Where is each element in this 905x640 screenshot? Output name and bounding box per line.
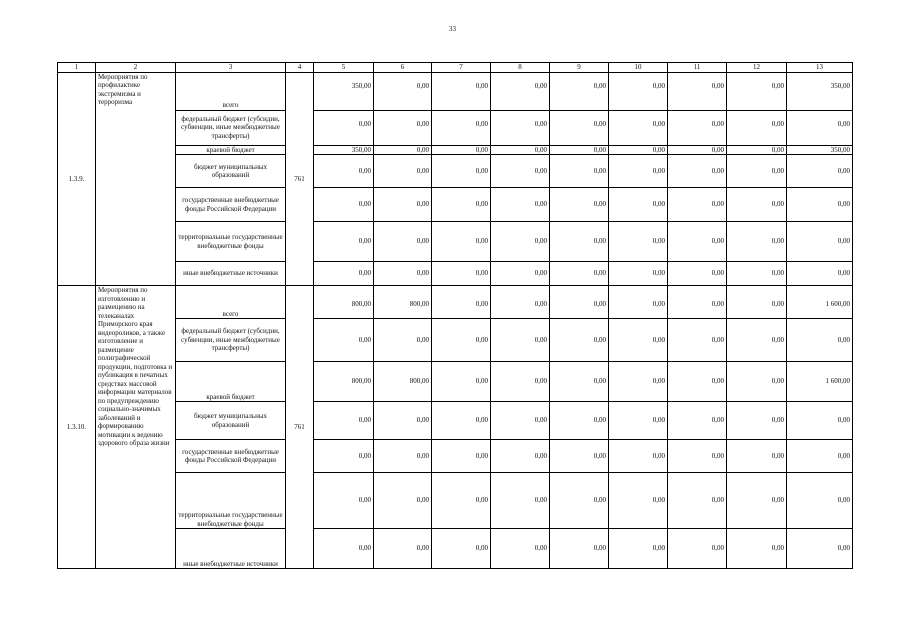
amount-cell: 0,00 xyxy=(432,440,491,473)
block-1-3-9 xyxy=(58,72,853,286)
amount-cell: 0,00 xyxy=(491,222,550,262)
funding-source: краевой бюджет xyxy=(176,145,286,155)
column-header: 4 xyxy=(286,63,314,73)
column-header: 3 xyxy=(176,63,286,73)
funding-source: государственные внебюджетные фонды Российской Федерации xyxy=(176,440,286,473)
amount-cell: 0,00 xyxy=(314,110,374,145)
amount-cell: 800,00 xyxy=(374,286,432,319)
column-header: 10 xyxy=(609,63,668,73)
amount-cell: 0,00 xyxy=(609,72,668,110)
amount-cell: 0,00 xyxy=(668,262,727,286)
amount-cell: 0,00 xyxy=(787,110,853,145)
amount-cell: 0,00 xyxy=(550,110,609,145)
amount-cell: 0,00 xyxy=(432,155,491,188)
amount-cell: 0,00 xyxy=(668,145,727,155)
amount-cell: 0,00 xyxy=(787,402,853,440)
amount-cell: 0,00 xyxy=(432,222,491,262)
amount-cell: 0,00 xyxy=(550,72,609,110)
funding-source: федеральный бюджет (субсидии, субвенции, иные межбюджетные трансферты) xyxy=(176,110,286,145)
amount-cell: 0,00 xyxy=(609,286,668,319)
amount-cell: 0,00 xyxy=(432,145,491,155)
amount-cell: 0,00 xyxy=(491,145,550,155)
amount-cell: 0,00 xyxy=(491,402,550,440)
amount-cell: 0,00 xyxy=(609,222,668,262)
funding-source: государственные внебюджетные фонды Российской Федерации xyxy=(176,188,286,222)
column-header: 2 xyxy=(96,63,176,73)
amount-cell: 0,00 xyxy=(314,529,374,569)
amount-cell: 0,00 xyxy=(787,440,853,473)
amount-cell: 0,00 xyxy=(491,529,550,569)
amount-cell: 800,00 xyxy=(314,362,374,402)
table-row xyxy=(58,110,853,145)
amount-cell: 0,00 xyxy=(609,402,668,440)
amount-cell: 0,00 xyxy=(432,362,491,402)
amount-cell: 0,00 xyxy=(787,155,853,188)
amount-cell: 0,00 xyxy=(668,72,727,110)
amount-cell: 0,00 xyxy=(787,529,853,569)
funding-source: всего xyxy=(176,286,286,319)
amount-cell: 0,00 xyxy=(727,402,787,440)
amount-cell: 0,00 xyxy=(668,529,727,569)
amount-cell: 0,00 xyxy=(668,188,727,222)
measure-title: Мероприятия по профилактике экстремизма и терроризма xyxy=(96,72,176,286)
amount-cell: 800,00 xyxy=(374,362,432,402)
funding-source: иные внебюджетные источники xyxy=(176,529,286,569)
amount-cell: 0,00 xyxy=(550,262,609,286)
amount-cell: 0,00 xyxy=(314,402,374,440)
amount-cell: 0,00 xyxy=(727,529,787,569)
amount-cell: 0,00 xyxy=(374,319,432,362)
amount-cell: 0,00 xyxy=(727,319,787,362)
amount-cell: 0,00 xyxy=(432,319,491,362)
amount-cell: 0,00 xyxy=(727,222,787,262)
amount-cell: 0,00 xyxy=(314,319,374,362)
amount-cell: 0,00 xyxy=(314,473,374,529)
amount-cell: 0,00 xyxy=(609,155,668,188)
amount-cell: 0,00 xyxy=(491,362,550,402)
table-row xyxy=(58,473,853,529)
amount-cell: 0,00 xyxy=(314,222,374,262)
funding-source: бюджет муниципальных образований xyxy=(176,402,286,440)
amount-cell: 0,00 xyxy=(727,362,787,402)
amount-cell: 0,00 xyxy=(609,362,668,402)
amount-cell: 0,00 xyxy=(432,286,491,319)
funding-source: краевой бюджет xyxy=(176,362,286,402)
amount-cell: 0,00 xyxy=(727,155,787,188)
amount-cell: 0,00 xyxy=(432,110,491,145)
amount-cell: 0,00 xyxy=(668,362,727,402)
amount-cell: 0,00 xyxy=(432,72,491,110)
column-header: 7 xyxy=(432,63,491,73)
amount-cell: 0,00 xyxy=(727,188,787,222)
amount-cell: 0,00 xyxy=(491,440,550,473)
amount-cell: 0,00 xyxy=(491,262,550,286)
amount-cell: 0,00 xyxy=(787,319,853,362)
amount-cell: 0,00 xyxy=(787,222,853,262)
amount-cell: 0,00 xyxy=(550,222,609,262)
amount-cell: 0,00 xyxy=(491,188,550,222)
amount-cell: 0,00 xyxy=(668,110,727,145)
amount-cell: 0,00 xyxy=(374,222,432,262)
amount-cell: 0,00 xyxy=(314,262,374,286)
row-code: 1.3.10. xyxy=(58,286,96,569)
amount-cell: 0,00 xyxy=(727,473,787,529)
amount-cell: 0,00 xyxy=(609,110,668,145)
amount-cell: 0,00 xyxy=(609,473,668,529)
amount-cell: 0,00 xyxy=(727,145,787,155)
amount-cell: 350,00 xyxy=(787,72,853,110)
column-header: 12 xyxy=(727,63,787,73)
amount-cell: 0,00 xyxy=(374,72,432,110)
header-row xyxy=(58,63,853,73)
amount-cell: 0,00 xyxy=(491,155,550,188)
amount-cell: 0,00 xyxy=(550,319,609,362)
table-row xyxy=(58,145,853,155)
amount-cell: 0,00 xyxy=(314,188,374,222)
amount-cell: 800,00 xyxy=(314,286,374,319)
amount-cell: 0,00 xyxy=(550,440,609,473)
table-row xyxy=(58,440,853,473)
amount-cell: 0,00 xyxy=(787,188,853,222)
funding-source: иные внебюджетные источники xyxy=(176,262,286,286)
amount-cell: 0,00 xyxy=(374,402,432,440)
amount-cell: 0,00 xyxy=(550,286,609,319)
table-row xyxy=(58,402,853,440)
amount-cell: 0,00 xyxy=(374,145,432,155)
page-number: 33 xyxy=(449,25,456,33)
amount-cell: 0,00 xyxy=(491,319,550,362)
amount-cell: 0,00 xyxy=(550,145,609,155)
amount-cell: 0,00 xyxy=(668,473,727,529)
column-header: 8 xyxy=(491,63,550,73)
amount-cell: 0,00 xyxy=(609,529,668,569)
amount-cell: 0,00 xyxy=(727,262,787,286)
block-1-3-10 xyxy=(58,286,853,569)
amount-cell: 0,00 xyxy=(550,402,609,440)
funding-source: территориальные государственные внебюджетные фонды xyxy=(176,222,286,262)
amount-cell: 350,00 xyxy=(314,72,374,110)
measure-title: Мероприятия по изготовлению и размещению на телеканалах Приморского края видеороликов, а также изготовление и размещение полиграфической продукции, подготовка и публикация в печатных средствах массовой информации материалов по предупреждению социально-значимых заболеваний и формированию мотивации к ведению здорового образа жизни xyxy=(96,286,176,569)
column-header: 1 xyxy=(58,63,96,73)
amount-cell: 0,00 xyxy=(491,72,550,110)
amount-cell: 0,00 xyxy=(609,262,668,286)
amount-cell: 0,00 xyxy=(727,110,787,145)
grbs-code: 761 xyxy=(286,72,314,286)
amount-cell: 0,00 xyxy=(668,155,727,188)
funding-source: бюджет муниципальных образований xyxy=(176,155,286,188)
table-row xyxy=(58,286,853,319)
amount-cell: 0,00 xyxy=(550,155,609,188)
funding-source: всего xyxy=(176,72,286,110)
amount-cell: 0,00 xyxy=(668,222,727,262)
amount-cell: 0,00 xyxy=(374,110,432,145)
amount-cell: 0,00 xyxy=(668,286,727,319)
table-row xyxy=(58,362,853,402)
amount-cell: 0,00 xyxy=(609,188,668,222)
amount-cell: 0,00 xyxy=(787,262,853,286)
amount-cell: 0,00 xyxy=(668,319,727,362)
amount-cell: 0,00 xyxy=(374,155,432,188)
column-header: 9 xyxy=(550,63,609,73)
table-row xyxy=(58,188,853,222)
amount-cell: 0,00 xyxy=(432,529,491,569)
amount-cell: 0,00 xyxy=(668,402,727,440)
column-header: 13 xyxy=(787,63,853,73)
grbs-code: 761 xyxy=(286,286,314,569)
amount-cell: 0,00 xyxy=(491,473,550,529)
amount-cell: 0,00 xyxy=(787,473,853,529)
amount-cell: 0,00 xyxy=(374,473,432,529)
table-row xyxy=(58,155,853,188)
amount-cell: 0,00 xyxy=(550,188,609,222)
amount-cell: 0,00 xyxy=(432,188,491,222)
amount-cell: 0,00 xyxy=(374,188,432,222)
row-code: 1.3.9. xyxy=(58,72,96,286)
amount-cell: 0,00 xyxy=(432,402,491,440)
amount-cell: 0,00 xyxy=(550,362,609,402)
amount-cell: 0,00 xyxy=(432,262,491,286)
column-header: 5 xyxy=(314,63,374,73)
funding-source: территориальные государственные внебюджетные фонды xyxy=(176,473,286,529)
table-row xyxy=(58,319,853,362)
budget-table xyxy=(57,62,853,569)
amount-cell: 0,00 xyxy=(374,440,432,473)
table-row xyxy=(58,262,853,286)
table-row xyxy=(58,72,853,110)
amount-cell: 0,00 xyxy=(550,529,609,569)
amount-cell: 0,00 xyxy=(609,319,668,362)
amount-cell: 0,00 xyxy=(491,286,550,319)
table-row xyxy=(58,529,853,569)
amount-cell: 350,00 xyxy=(787,145,853,155)
amount-cell: 0,00 xyxy=(550,473,609,529)
amount-cell: 0,00 xyxy=(668,440,727,473)
amount-cell: 350,00 xyxy=(314,145,374,155)
funding-source: федеральный бюджет (субсидии, субвенции, иные межбюджетные трансферты) xyxy=(176,319,286,362)
amount-cell: 0,00 xyxy=(609,145,668,155)
amount-cell: 0,00 xyxy=(314,155,374,188)
amount-cell: 0,00 xyxy=(727,72,787,110)
table-row xyxy=(58,222,853,262)
amount-cell: 1 600,00 xyxy=(787,286,853,319)
amount-cell: 0,00 xyxy=(727,286,787,319)
amount-cell: 0,00 xyxy=(727,440,787,473)
amount-cell: 0,00 xyxy=(374,262,432,286)
amount-cell: 0,00 xyxy=(314,440,374,473)
amount-cell: 0,00 xyxy=(609,440,668,473)
column-header: 11 xyxy=(668,63,727,73)
amount-cell: 0,00 xyxy=(491,110,550,145)
column-header: 6 xyxy=(374,63,432,73)
amount-cell: 1 600,00 xyxy=(787,362,853,402)
amount-cell: 0,00 xyxy=(432,473,491,529)
amount-cell: 0,00 xyxy=(374,529,432,569)
